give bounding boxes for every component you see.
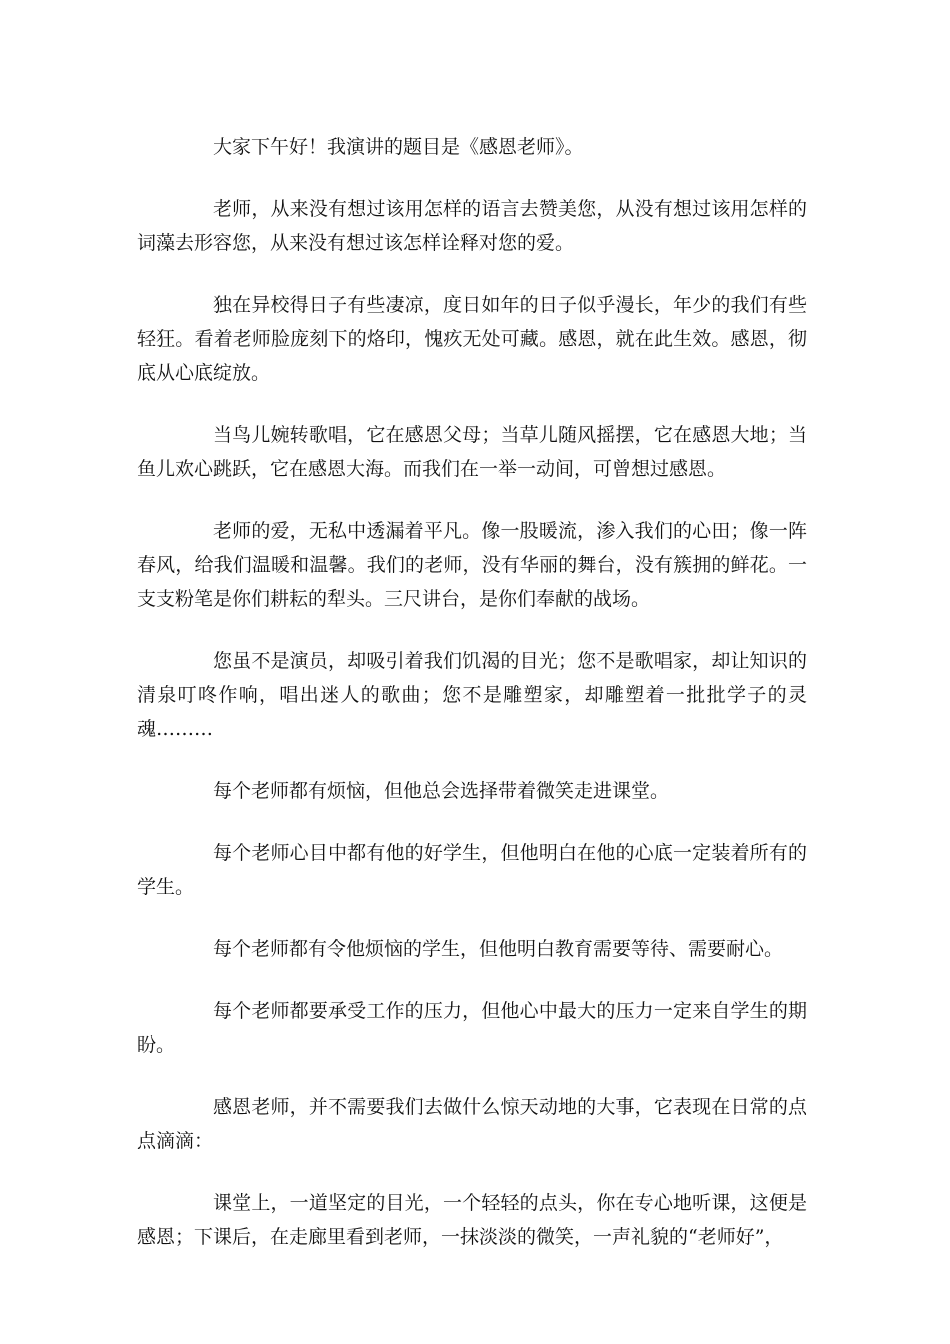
paragraph-2: 老师，从来没有想过该用怎样的语言去赞美您，从没有想过该用怎样的词藻去形容您，从来没有想过该怎样诠释对您的爱。 [137, 198, 807, 254]
paragraph-4: 当鸟儿婉转歌唱，它在感恩父母；当草儿随风摇摆，它在感恩大地；当鱼儿欢心跳跃，它在感恩大海。而我们在一举一动间，可曾想过感恩。 [137, 424, 807, 480]
paragraph-3: 独在异校得日子有些凄凉，度日如年的日子似乎漫长，年少的我们有些轻狂。看着老师脸庞刻下的烙印，愧疚无处可藏。感恩，就在此生效。感恩，彻底从心底绽放。 [137, 294, 807, 384]
paragraph-7: 每个老师都有烦恼，但他总会选择带着微笑走进课堂。 [213, 780, 670, 802]
paragraph-5: 老师的爱，无私中透漏着平凡。像一股暖流，渗入我们的心田；像一阵春风，给我们温暖和温馨。我们的老师，没有华丽的舞台，没有簇拥的鲜花。一支支粉笔是你们耕耘的犁头。三尺讲台，是你们奉献的战场。 [137, 520, 807, 610]
paragraph-12: 课堂上，一道坚定的目光，一个轻轻的点头，你在专心地听课，这便是感恩；下课后，在走廊里看到老师，一抹淡淡的微笑，一声礼貌的“老师好”， [137, 1192, 807, 1248]
paragraph-10: 每个老师都要承受工作的压力，但他心中最大的压力一定来自学生的期盼。 [137, 1000, 807, 1056]
paragraph-11: 感恩老师，并不需要我们去做什么惊天动地的大事，它表现在日常的点点滴滴： [137, 1096, 807, 1152]
paragraph-8: 每个老师心目中都有他的好学生，但他明白在他的心底一定装着所有的学生。 [137, 842, 807, 898]
speech-body [137, 130, 807, 1254]
paragraph-greeting: 大家下午好！我演讲的题目是《感恩老师》。 [213, 136, 584, 158]
paragraph-6: 您虽不是演员，却吸引着我们饥渴的目光；您不是歌唱家，却让知识的清泉叮咚作响，唱出迷人的歌曲；您不是雕塑家，却雕塑着一批批学子的灵魂……… [137, 650, 807, 740]
paragraph-9: 每个老师都有令他烦恼的学生，但他明白教育需要等待、需要耐心。 [213, 938, 784, 960]
